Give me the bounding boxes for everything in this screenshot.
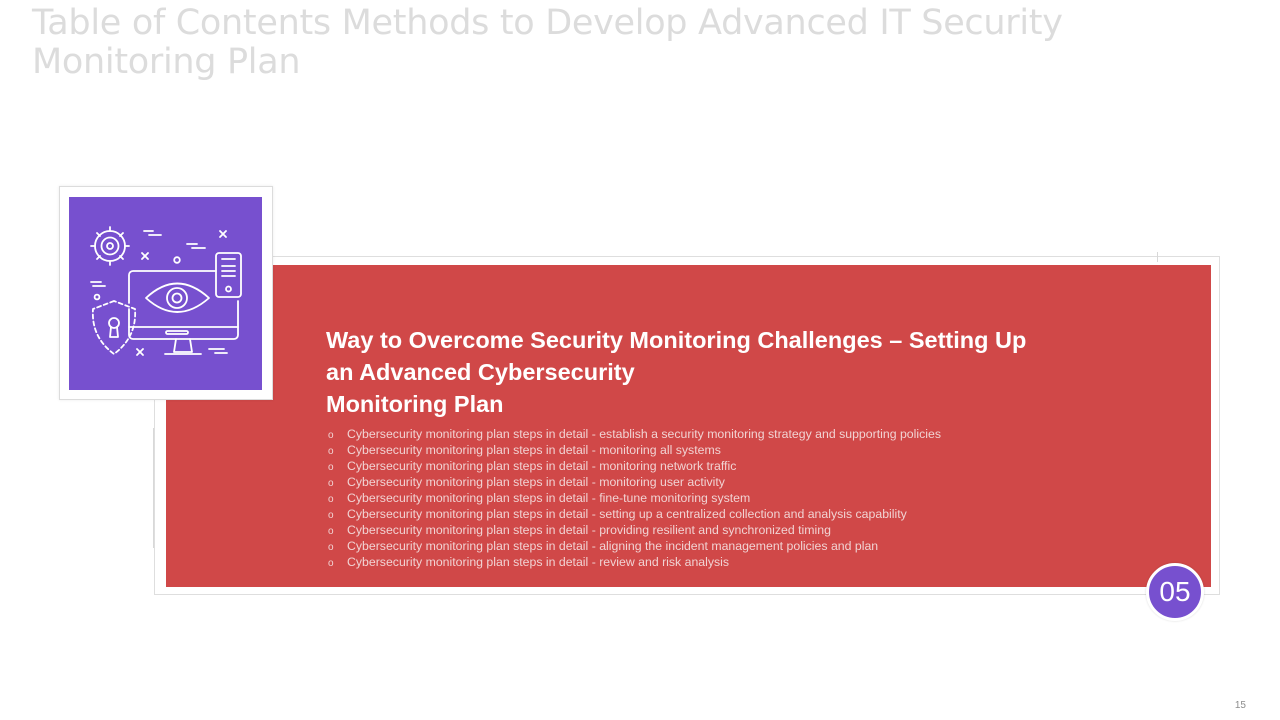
section-heading-line-3: Monitoring Plan [326,391,504,417]
list-item-text: Cybersecurity monitoring plan steps in detail - providing resilient and synchronized timing [347,523,831,537]
list-item-text: Cybersecurity monitoring plan steps in detail - setting up a centralized collection and analysis capability [347,507,907,521]
bullet-marker: o [328,478,334,489]
list-item [328,458,1188,474]
bullet-marker: o [328,446,334,457]
frame-tick-top-right [1157,252,1158,262]
slide-title: Table of Contents Methods to Develop Advanced IT Security Monitoring Plan [32,3,1063,82]
bullet-marker: o [328,494,334,505]
list-item-text: Cybersecurity monitoring plan steps in detail - review and risk analysis [347,555,730,569]
frame-tick-left [153,428,154,548]
list-item [328,426,1188,442]
list-item [328,554,1188,570]
list-item [328,442,1188,458]
bullet-marker: o [328,526,334,537]
bullet-marker: o [328,510,334,521]
section-heading-line-2: an Advanced Cybersecurity [326,359,635,385]
page-number: 15 [1234,700,1246,711]
list-item-text: Cybersecurity monitoring plan steps in detail - establish a security monitoring strategy and supporting policies [347,427,941,441]
bullet-marker: o [328,542,334,553]
section-heading-line-1: Way to Overcome Security Monitoring Challenges – Setting Up [326,327,1027,353]
bullet-marker: o [328,558,334,569]
section-heading [326,324,1166,420]
bullet-list [328,426,1188,570]
list-item [328,490,1188,506]
list-item-text: Cybersecurity monitoring plan steps in detail - fine-tune monitoring system [347,491,751,505]
bullet-marker: o [328,462,334,473]
list-item [328,506,1188,522]
list-item-text: Cybersecurity monitoring plan steps in detail - monitoring network traffic [347,459,737,473]
list-item-text: Cybersecurity monitoring plan steps in detail - monitoring all systems [347,443,721,457]
bullet-marker: o [328,430,334,441]
security-monitoring-eye-icon [69,197,262,390]
icon-card [59,186,273,400]
list-item [328,522,1188,538]
list-item [328,474,1188,490]
section-number-badge: 05 [1146,563,1204,621]
list-item [328,538,1188,554]
list-item-text: Cybersecurity monitoring plan steps in detail - aligning the incident management policies and plan [347,539,879,553]
list-item-text: Cybersecurity monitoring plan steps in detail - monitoring user activity [347,475,725,489]
